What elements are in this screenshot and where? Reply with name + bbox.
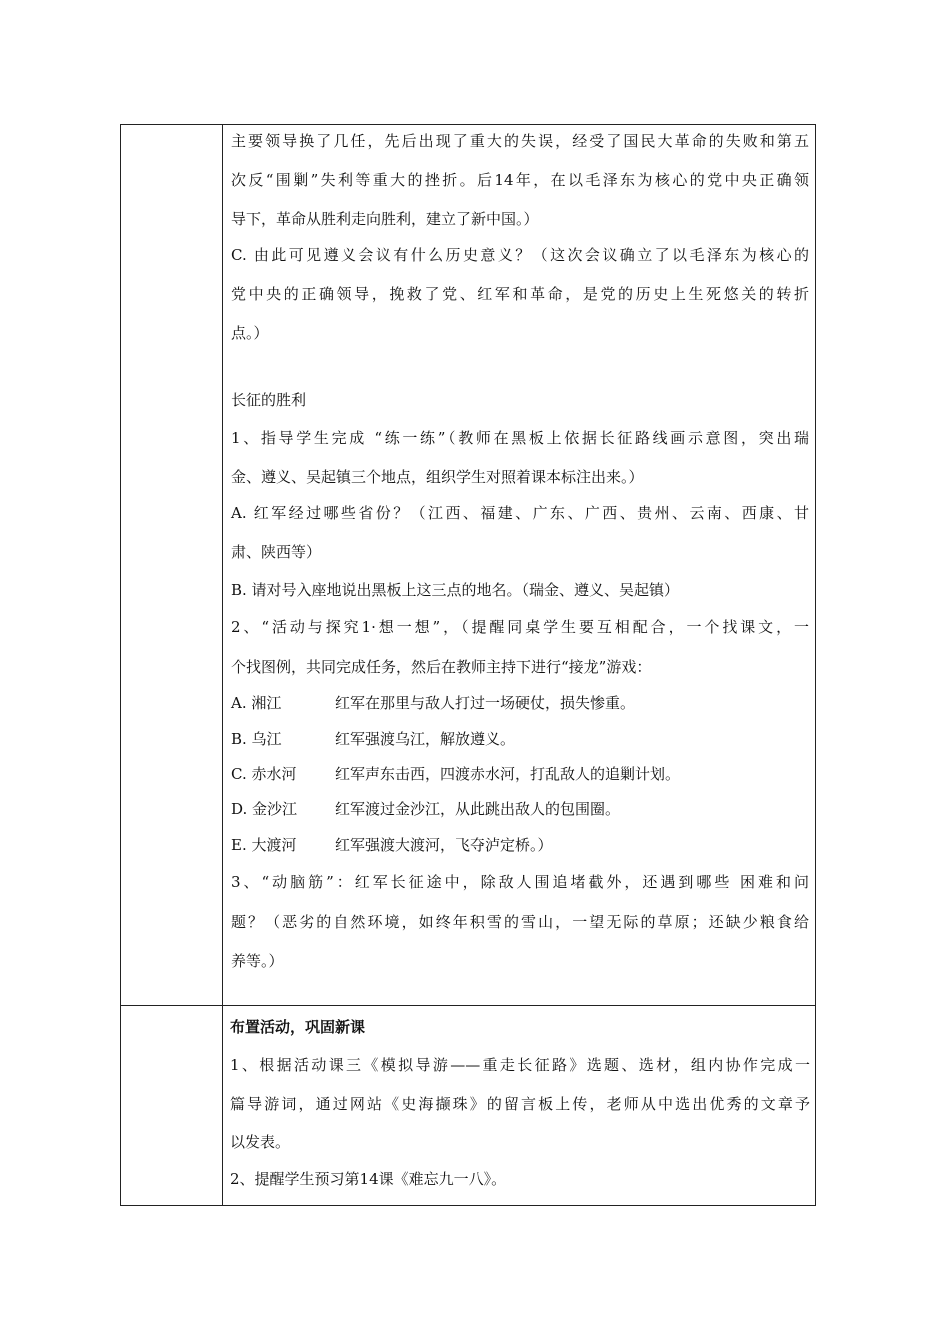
text-line: 点。） bbox=[231, 324, 269, 342]
text-line: 题？（恶劣的自然环境，如终年积雪的雪山，一望无际的草原；还缺少粮食给 bbox=[231, 913, 809, 931]
text-line: 导下，革命从胜利走向胜利，建立了新中国。） bbox=[231, 210, 539, 228]
column-divider bbox=[222, 1005, 223, 1205]
text-line: 1、指导学生完成 “练一练”（教师在黑板上依据长征路线画示意图，突出瑞 bbox=[231, 429, 809, 447]
text-line: 养等。） bbox=[231, 952, 284, 970]
column-divider bbox=[222, 125, 223, 1005]
river-name: E. 大渡河 bbox=[231, 836, 297, 854]
text-line: 党中央的正确领导，挽救了党、红军和革命，是党的历史上生死悠关的转折 bbox=[231, 285, 809, 303]
text-line: 以发表。 bbox=[230, 1133, 291, 1151]
river-desc: 红军强渡乌江，解放遵义。 bbox=[335, 730, 516, 748]
text-line: A. 红军经过哪些省份？（江西、福建、广东、广西、贵州、云南、西康、甘 bbox=[231, 504, 809, 522]
text-line: 1、根据活动课三《模拟导游——重走长征路》选题、选材，组内协作完成一 bbox=[230, 1056, 810, 1074]
text-line: 个找图例，共同完成任务，然后在教师主持下进行“接龙”游戏： bbox=[231, 658, 652, 676]
text-line: 肃、陕西等） bbox=[231, 543, 322, 561]
table-continuation bbox=[120, 1005, 816, 1206]
text-line: B. 请对号入座地说出黑板上这三点的地名。（瑞金、遵义、吴起镇） bbox=[231, 581, 680, 599]
text-line: 主要领导换了几任，先后出现了重大的失误，经受了国民大革命的失败和第五 bbox=[231, 132, 809, 150]
text-line: 2、“活动与探究1·想一想”，（提醒同桌学生要互相配合，一个找课文，一 bbox=[231, 618, 809, 636]
text-line: 金、遵义、吴起镇三个地点，组织学生对照着课本标注出来。） bbox=[231, 468, 644, 486]
text-line: 3、“动脑筋”：红军长征途中，除敌人围追堵截外，还遇到哪些 困难和问 bbox=[231, 873, 809, 891]
section-heading-bold: 布置活动，巩固新课 bbox=[230, 1018, 366, 1036]
river-name: A. 湘江 bbox=[231, 694, 282, 712]
text-line: C. 由此可见遵义会议有什么历史意义？（这次会议确立了以毛泽东为核心的 bbox=[231, 246, 809, 264]
river-desc: 红军渡过金沙江，从此跳出敌人的包围圈。 bbox=[335, 800, 621, 818]
river-desc: 红军在那里与敌人打过一场硬仗，损失惨重。 bbox=[335, 694, 636, 712]
river-desc: 红军声东击西，四渡赤水河，打乱敌人的追剿计划。 bbox=[335, 765, 681, 783]
river-name: B. 乌江 bbox=[231, 730, 282, 748]
river-name: D. 金沙江 bbox=[231, 800, 298, 818]
text-line: 2、提醒学生预习第14课《难忘九一八》。 bbox=[230, 1170, 507, 1188]
section-heading: 长征的胜利 bbox=[231, 391, 307, 409]
empty-left-cell bbox=[121, 125, 222, 1005]
river-desc: 红军强渡大渡河，飞夺泸定桥。） bbox=[335, 836, 553, 854]
river-name: C. 赤水河 bbox=[231, 765, 297, 783]
text-line: 次反“围剿”失利等重大的挫折。后14年，在以毛泽东为核心的党中央正确领 bbox=[231, 171, 809, 189]
text-line: 篇导游词，通过网站《史海撷珠》的留言板上传，老师从中选出优秀的文章予 bbox=[230, 1095, 810, 1113]
